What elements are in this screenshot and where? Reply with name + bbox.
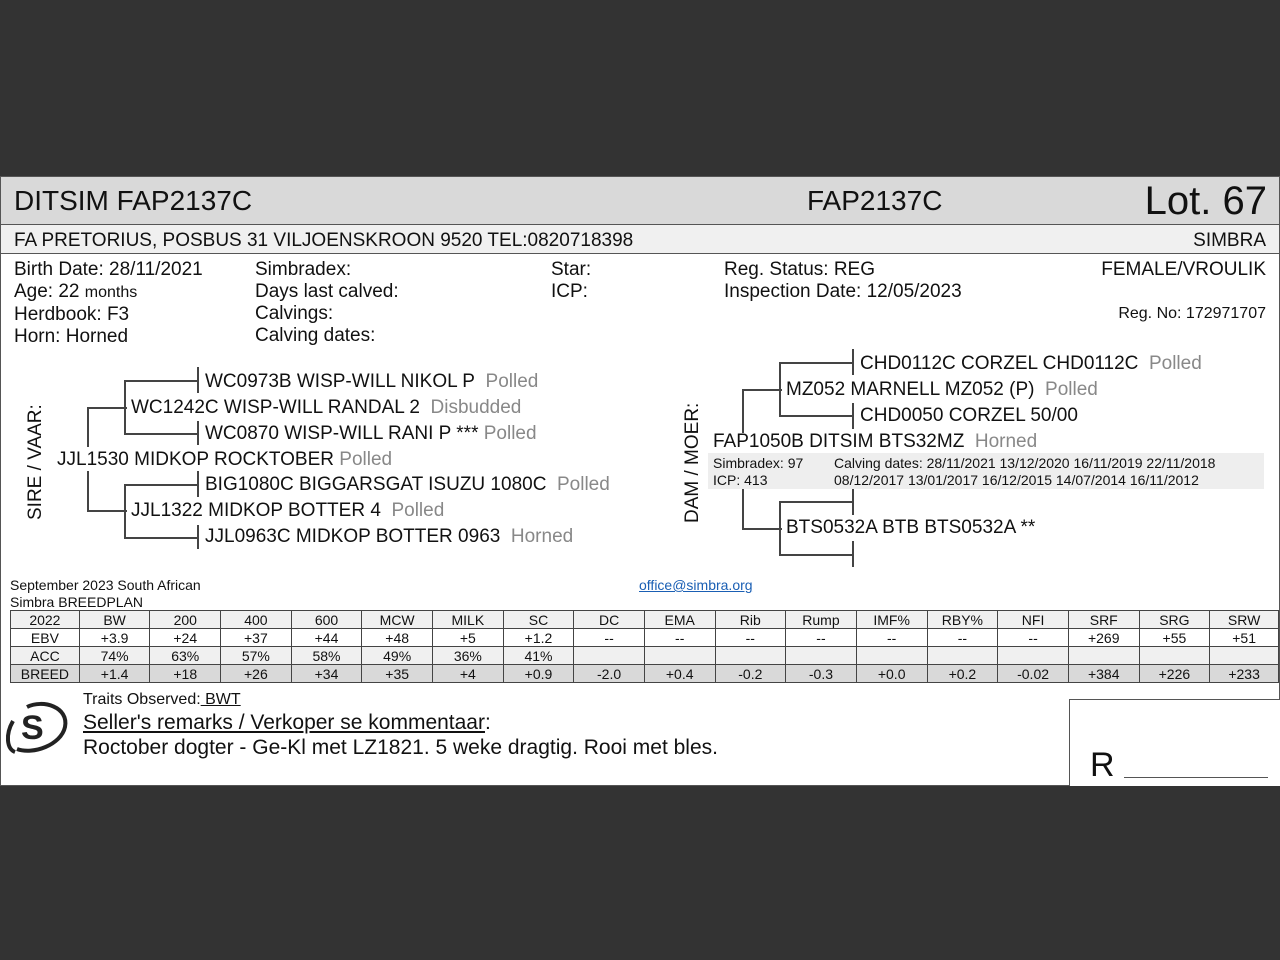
tree-line xyxy=(124,433,198,435)
tree-line xyxy=(852,489,854,515)
animal-name: DITSIM FAP2137C xyxy=(14,185,253,216)
table-cell: +0.9 xyxy=(503,665,574,683)
table-cell: BW xyxy=(79,611,150,629)
herdbook: Herdbook: F3 xyxy=(14,304,130,325)
table-cell: 400 xyxy=(221,611,292,629)
breedplan-title xyxy=(10,577,201,611)
reg-status: Reg. Status: REG xyxy=(724,259,876,280)
animal-name: JJL0963C MIDKOP BOTTER 0963 xyxy=(205,526,501,547)
table-cell: SRW xyxy=(1210,611,1279,629)
dam-label: DAM / MOER: xyxy=(682,402,703,523)
pedigree-sds xyxy=(205,474,610,496)
table-cell: MCW xyxy=(362,611,433,629)
sex: FEMALE/VROULIK xyxy=(1101,259,1266,280)
horn-status: Disbudded xyxy=(430,397,522,418)
pedigree-sd xyxy=(131,500,444,522)
table-cell: BREED xyxy=(11,665,80,683)
table-cell: ACC xyxy=(11,647,80,665)
animal-name: WC1242C WISP-WILL RANDAL 2 xyxy=(131,397,420,418)
table-cell: +1.2 xyxy=(503,629,574,647)
table-cell: -0.2 xyxy=(715,665,786,683)
breed-label: SIMBRA xyxy=(1193,230,1266,251)
title-bar xyxy=(1,177,1279,225)
table-cell: -2.0 xyxy=(574,665,645,683)
tree-line xyxy=(779,501,781,555)
horn-status: Horned xyxy=(510,526,574,547)
table-cell: +55 xyxy=(1139,629,1210,647)
ebv-row xyxy=(11,629,1279,647)
table-cell: 200 xyxy=(150,611,221,629)
table-cell: +26 xyxy=(221,665,292,683)
table-cell: +44 xyxy=(291,629,362,647)
tree-line xyxy=(124,380,198,382)
table-cell: +51 xyxy=(1210,629,1279,647)
tree-line xyxy=(779,415,853,417)
tree-line xyxy=(124,537,198,539)
star: Star: xyxy=(551,259,592,280)
horn-status: Polled xyxy=(485,371,539,392)
tree-line xyxy=(124,380,126,434)
tree-line xyxy=(742,489,744,529)
table-header-row xyxy=(11,611,1279,629)
table-cell: +0.2 xyxy=(927,665,998,683)
lot-card xyxy=(0,176,1280,786)
price-prefix: R xyxy=(1090,746,1115,784)
pedigree-ss xyxy=(131,397,521,419)
table-cell: 63% xyxy=(150,647,221,665)
pedigree-dss xyxy=(860,353,1202,375)
tree-line xyxy=(87,407,127,409)
tree-line xyxy=(779,501,853,503)
breedplan-title-line-1: September 2023 South African xyxy=(10,577,201,593)
remarks-label: Seller's remarks / Verkoper se kommentaar xyxy=(83,711,485,734)
table-cell: MILK xyxy=(433,611,504,629)
table-cell: +1.4 xyxy=(79,665,150,683)
table-cell: EBV xyxy=(11,629,80,647)
tree-line xyxy=(124,484,126,538)
age-unit: months xyxy=(84,284,138,301)
tree-line xyxy=(87,471,89,511)
animal-name: WC0870 WISP-WILL RANI P *** xyxy=(205,423,479,444)
table-cell: Rump xyxy=(786,611,857,629)
pedigree-dsd xyxy=(860,405,1078,427)
horn-status: Horned xyxy=(974,431,1038,452)
animal-name: BIG1080C BIGGARSGAT ISUZU 1080C xyxy=(205,474,547,495)
table-cell: SRG xyxy=(1139,611,1210,629)
remarks-text: Roctober dogter - Ge-Kl met LZ1821. 5 weke dragtig. Rooi met bles. xyxy=(83,736,718,759)
table-cell: +0.4 xyxy=(644,665,715,683)
table-cell: -- xyxy=(715,629,786,647)
days-last-calved: Days last calved: xyxy=(255,281,399,302)
table-cell: SRF xyxy=(1068,611,1139,629)
price-input-line[interactable] xyxy=(1124,777,1268,778)
table-cell: +48 xyxy=(362,629,433,647)
table-cell: RBY% xyxy=(927,611,998,629)
animal-name: JJL1322 MIDKOP BOTTER 4 xyxy=(131,500,381,521)
tree-line xyxy=(124,484,198,486)
animal-name: WC0973B WISP-WILL NIKOL P xyxy=(205,371,475,392)
horn-status: Polled xyxy=(1148,353,1202,374)
animal-id: FAP2137C xyxy=(807,185,943,216)
table-cell: +18 xyxy=(150,665,221,683)
table-cell: NFI xyxy=(998,611,1069,629)
table-cell: EMA xyxy=(644,611,715,629)
age-value: Age: 22 xyxy=(14,281,80,302)
table-cell xyxy=(715,647,786,665)
horn-status: Polled xyxy=(1045,379,1098,400)
calvings: Calvings: xyxy=(255,303,334,324)
table-cell: -- xyxy=(786,629,857,647)
pedigree-dam xyxy=(713,431,1037,453)
horn-status: Polled xyxy=(557,474,610,495)
tree-line xyxy=(197,471,199,497)
icp: ICP: xyxy=(551,281,588,302)
remarks-colon: : xyxy=(484,711,491,734)
animal-name: CHD0112C CORZEL CHD0112C xyxy=(860,353,1139,374)
table-cell: 2022 xyxy=(11,611,80,629)
tree-line xyxy=(779,362,781,416)
table-cell xyxy=(1210,647,1279,665)
horn-status: Polled xyxy=(339,449,393,470)
info-col-4 xyxy=(724,259,962,303)
animal-name: MZ052 MARNELL MZ052 (P) xyxy=(786,379,1035,400)
age xyxy=(14,281,203,304)
traits-label: Traits Observed: xyxy=(83,691,201,708)
lot-number: Lot. 67 xyxy=(1144,179,1267,223)
traits-value: BWT xyxy=(200,691,241,708)
price-box xyxy=(1069,699,1280,786)
reg-no: Reg. No: 172971707 xyxy=(1118,305,1266,322)
info-col-2 xyxy=(255,259,399,347)
tree-line xyxy=(742,389,744,433)
pedigree-sss xyxy=(205,371,538,393)
horn-status: Polled xyxy=(483,423,537,444)
table-cell: +269 xyxy=(1068,629,1139,647)
tree-line xyxy=(779,362,853,364)
inspection-date: Inspection Date: 12/05/2023 xyxy=(724,281,962,302)
table-cell: Rib xyxy=(715,611,786,629)
table-cell: -0.3 xyxy=(786,665,857,683)
owner-bar xyxy=(1,225,1279,254)
info-col-3 xyxy=(551,259,591,303)
table-cell xyxy=(644,647,715,665)
pedigree-ssd xyxy=(205,423,537,445)
table-cell xyxy=(1068,647,1139,665)
animal-name: CHD0050 CORZEL 50/00 xyxy=(860,405,1078,426)
table-cell: +34 xyxy=(291,665,362,683)
table-cell: +35 xyxy=(362,665,433,683)
tree-line xyxy=(197,367,199,393)
table-cell: +0.0 xyxy=(856,665,927,683)
pedigree-dd xyxy=(786,517,1035,539)
dam-calving-dates-1: Calving dates: 28/11/2021 13/12/2020 16/11/2019 22/11/2018 xyxy=(834,455,1216,471)
breedplan-title-line-2: Simbra BREEDPLAN xyxy=(10,594,144,610)
tree-line xyxy=(197,525,199,549)
table-cell: IMF% xyxy=(856,611,927,629)
table-cell: DC xyxy=(574,611,645,629)
email-link[interactable]: office@simbra.org xyxy=(639,577,753,593)
table-cell: +37 xyxy=(221,629,292,647)
table-cell: +4 xyxy=(433,665,504,683)
table-cell xyxy=(856,647,927,665)
tree-line xyxy=(742,389,782,391)
simbra-logo-icon xyxy=(3,697,71,757)
table-cell: 74% xyxy=(79,647,150,665)
pedigree-sire xyxy=(57,449,392,471)
table-cell xyxy=(998,647,1069,665)
table-cell: -- xyxy=(644,629,715,647)
table-cell: SC xyxy=(503,611,574,629)
table-cell xyxy=(1139,647,1210,665)
table-cell: -- xyxy=(574,629,645,647)
tree-line xyxy=(197,421,199,445)
table-cell: +226 xyxy=(1139,665,1210,683)
acc-row xyxy=(11,647,1279,665)
table-cell: 600 xyxy=(291,611,362,629)
table-cell: +233 xyxy=(1210,665,1279,683)
dam-icp: ICP: 413 xyxy=(713,472,768,488)
tree-line xyxy=(852,541,854,567)
table-cell xyxy=(574,647,645,665)
tree-line xyxy=(742,528,782,530)
breed-row xyxy=(11,665,1279,683)
tree-line xyxy=(87,407,89,447)
table-cell xyxy=(927,647,998,665)
tree-line xyxy=(87,510,127,512)
calving-dates: Calving dates: xyxy=(255,325,376,346)
table-cell: +5 xyxy=(433,629,504,647)
ebv-table xyxy=(10,610,1279,683)
svg-text:S: S xyxy=(21,709,44,747)
table-cell: 58% xyxy=(291,647,362,665)
animal-name: JJL1530 MIDKOP ROCKTOBER xyxy=(57,449,335,470)
table-cell: +24 xyxy=(150,629,221,647)
tree-line xyxy=(779,554,853,556)
table-cell: -- xyxy=(927,629,998,647)
pedigree-ds xyxy=(786,379,1098,401)
birth-date: Birth Date: 28/11/2021 xyxy=(14,259,203,280)
dam-calving-dates-2: 08/12/2017 13/01/2017 16/12/2015 14/07/2014 16/11/2012 xyxy=(834,472,1199,488)
dam-simbradex: Simbradex: 97 xyxy=(713,455,804,471)
pedigree-sdd xyxy=(205,526,573,548)
sire-label: SIRE / VAAR: xyxy=(25,404,46,520)
simbradex: Simbradex: xyxy=(255,259,352,280)
horn-status: Polled xyxy=(391,500,445,521)
table-cell: -- xyxy=(998,629,1069,647)
table-cell: 41% xyxy=(503,647,574,665)
info-col-1 xyxy=(14,259,203,348)
table-cell: 49% xyxy=(362,647,433,665)
owner-details: FA PRETORIUS, POSBUS 31 VILJOENSKROON 9520 TEL:0820718398 xyxy=(14,230,634,251)
traits-observed xyxy=(83,691,241,709)
table-cell: +3.9 xyxy=(79,629,150,647)
table-cell: +384 xyxy=(1068,665,1139,683)
animal-name: FAP1050B DITSIM BTS32MZ xyxy=(713,431,965,452)
tree-line xyxy=(852,349,854,375)
table-cell: -0.02 xyxy=(998,665,1069,683)
table-cell: 57% xyxy=(221,647,292,665)
animal-name: BTS0532A BTB BTS0532A ** xyxy=(786,517,1036,538)
table-cell: -- xyxy=(856,629,927,647)
dam-details-box xyxy=(708,453,1264,489)
tree-line xyxy=(852,403,854,429)
simbra-logo xyxy=(3,697,71,757)
table-cell xyxy=(786,647,857,665)
remarks-heading xyxy=(83,711,491,735)
horn-status: Horn: Horned xyxy=(14,326,129,347)
table-cell: 36% xyxy=(433,647,504,665)
